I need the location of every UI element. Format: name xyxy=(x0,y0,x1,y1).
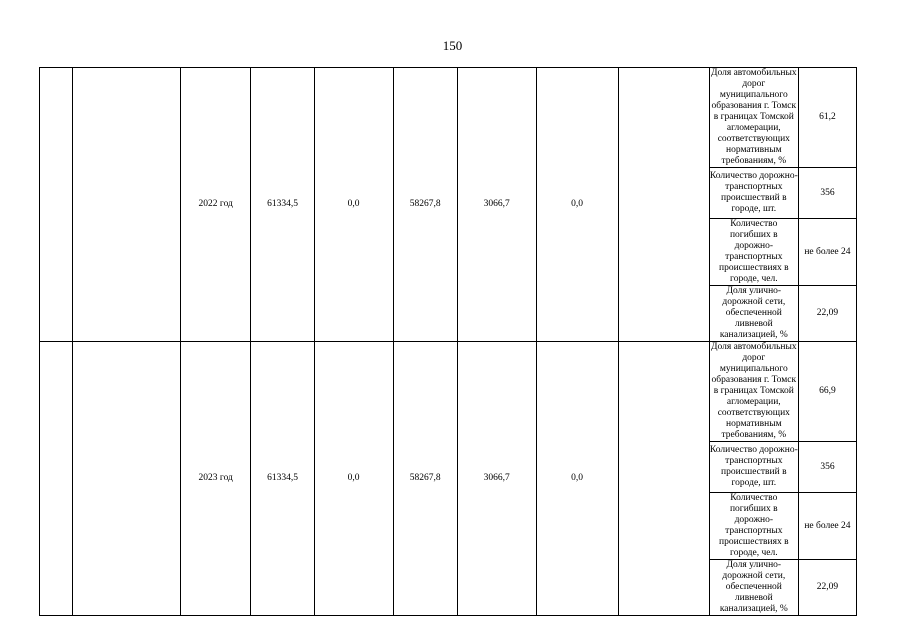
indicator-value: 22,09 xyxy=(798,560,856,616)
other-sources-cell: 0,0 xyxy=(536,342,618,616)
year-cell: 2022 год xyxy=(180,68,251,342)
total-cell: 61334,5 xyxy=(251,68,314,342)
indicator-value: 61,2 xyxy=(798,68,856,168)
indicator-name: Количество дорожно-транспортных происшествий в городе, шт. xyxy=(709,168,798,219)
indicator-value: 356 xyxy=(798,168,856,219)
name-cell xyxy=(73,342,181,616)
indicator-name: Доля улично-дорожной сети, обеспеченной ливневой канализацией, % xyxy=(709,560,798,616)
indicator-name: Доля автомобильных дорог муниципального образования г. Томск в границах Томской агломерации, соответствующих нормативным требованиям, % xyxy=(711,342,797,440)
indicator-value: 22,09 xyxy=(798,286,856,342)
indicator-name: Количество дорожно-транспортных происшествий в городе, шт. xyxy=(709,442,798,493)
regional-budget-cell: 58267,8 xyxy=(393,68,457,342)
indicator-name: Количество погибших в дорожно-транспортных происшествиях в городе, чел. xyxy=(709,493,798,560)
local-budget-cell: 3066,7 xyxy=(457,342,536,616)
name-cell xyxy=(73,68,181,342)
regional-budget-cell: 58267,8 xyxy=(393,342,457,616)
responsible-cell xyxy=(618,68,709,342)
responsible-cell xyxy=(618,342,709,616)
number-cell xyxy=(40,68,73,342)
number-cell xyxy=(40,342,73,616)
table-row xyxy=(40,68,857,168)
indicator-value: не более 24 xyxy=(798,493,856,560)
table-row xyxy=(40,342,857,442)
indicator-name: Доля автомобильных дорог муниципального образования г. Томск в границах Томской агломерации, соответствующих нормативным требованиям, % xyxy=(711,68,797,166)
indicator-name: Доля улично-дорожной сети, обеспеченной ливневой канализацией, % xyxy=(709,286,798,342)
local-budget-cell: 3066,7 xyxy=(457,68,536,342)
indicator-value: 356 xyxy=(798,442,856,493)
total-cell: 61334,5 xyxy=(251,342,314,616)
indicator-value: не более 24 xyxy=(798,219,856,286)
page-number: 150 xyxy=(442,38,463,53)
indicator-name: Количество погибших в дорожно-транспортных происшествиях в городе, чел. xyxy=(709,219,798,286)
federal-budget-cell: 0,0 xyxy=(314,68,393,342)
federal-budget-cell: 0,0 xyxy=(314,342,393,616)
other-sources-cell: 0,0 xyxy=(536,68,618,342)
indicator-value: 66,9 xyxy=(798,342,856,442)
program-financing-table xyxy=(39,67,857,616)
year-cell: 2023 год xyxy=(180,342,251,616)
